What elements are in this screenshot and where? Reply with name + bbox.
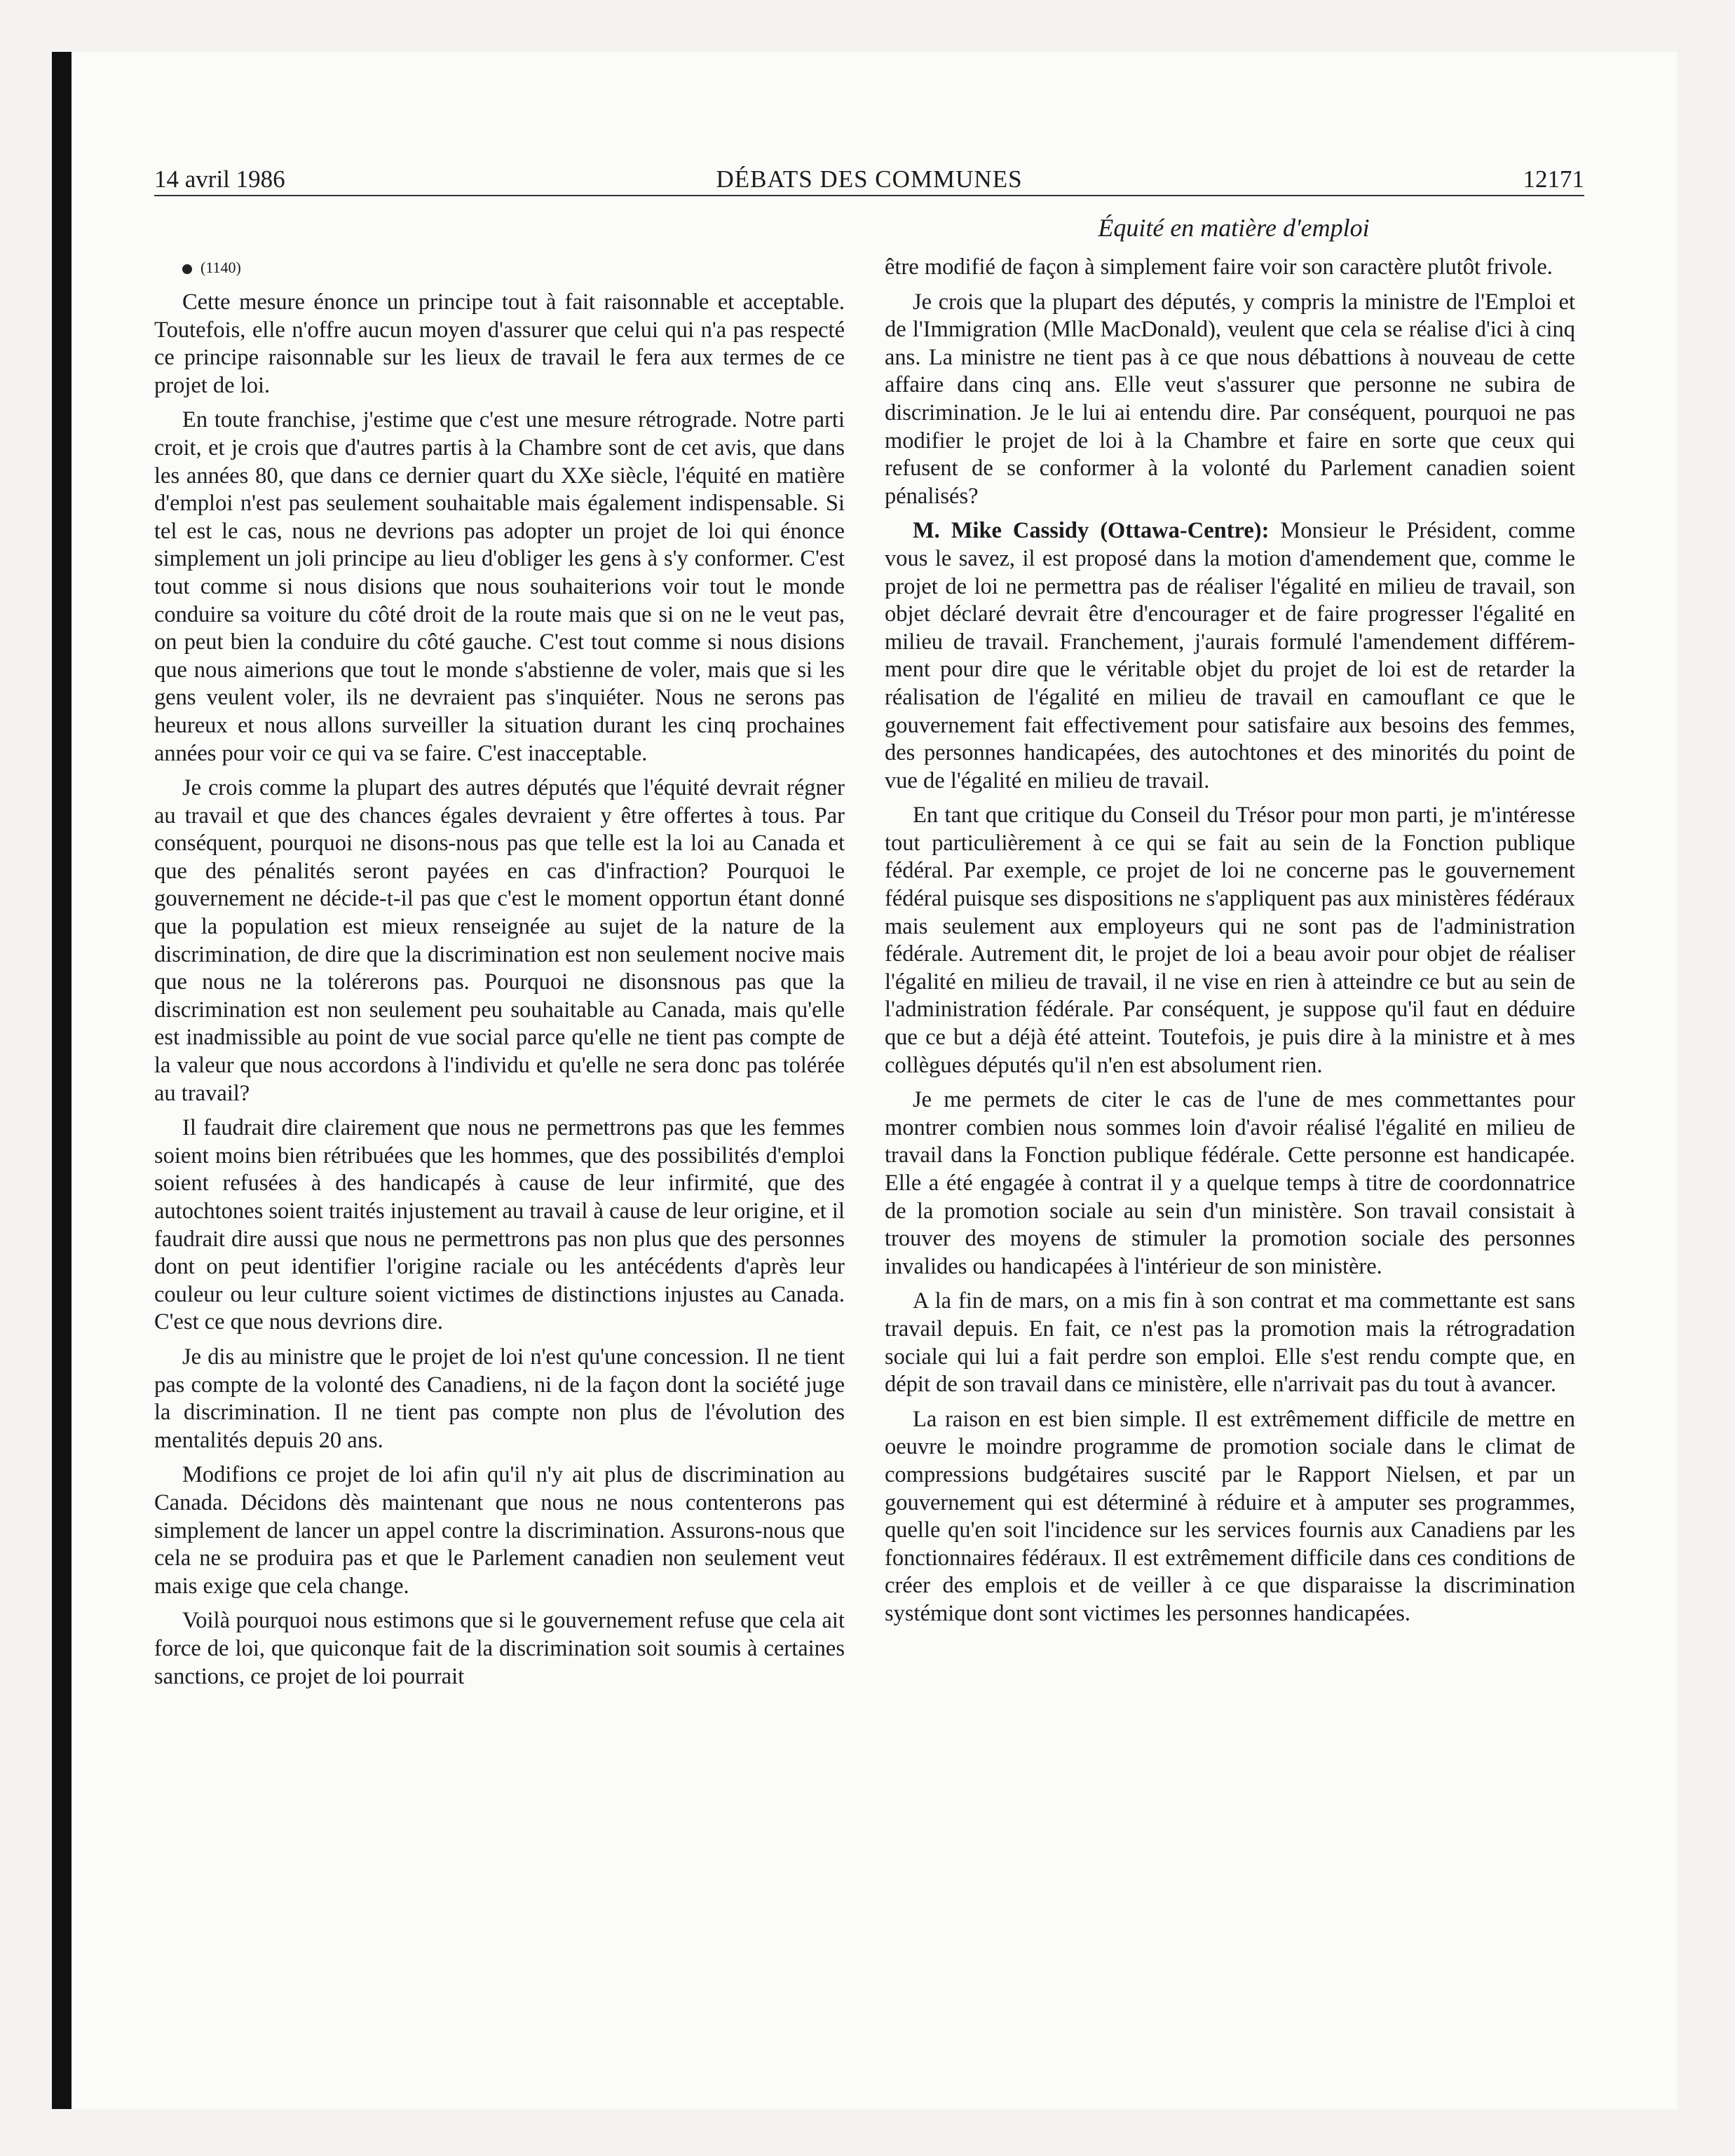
- paragraph: Je dis au ministre que le projet de loi n'est qu'une concession. Il ne tient pas compte de la volonté des Canadiens, ni de la façon dont la société juge la discrimination. Il ne tient pas compte non plus de l'évolution des mentalités depuis 20 ans.: [154, 1344, 845, 1453]
- paragraph: En toute franchise, j'estime que c'est une mesure rétrograde. Notre parti croit, et je crois que d'autres partis à la Chambre sont de cet avis, que dans les années 80, que dans ce dernier quart du XXe siècle, l'équité en matière d'emploi n'est pas seulement souhaitable mais également indispensable. Si tel est le cas, nous ne devrions pas adopter un projet de loi qui énonce simplement un joli principe au lieu d'obliger les gens à s'y conformer. C'est tout comme si nous disions que nous souhaiterions voir tout le monde conduire sa voiture du côté droit de la route mais que si on ne le veut pas, on peut bien la conduire du côté gauche. C'est tout comme si nous disions que nous aimerions que tout le monde s'abstienne de voler, mais que si les gens veulent voler, ils ne devraient pas s'inquiéter. Nous ne serons pas heureux et nous allons surveiller la situation durant les cinq prochaines années pour voir ce qui va se faire. C'est inacceptable.: [154, 407, 845, 766]
- subject-heading: Équité en matière d'emploi: [1098, 214, 1370, 242]
- speech-text: Monsieur le Président, comme vous le savez, il est proposé dans la motion d'amendement que, comme le projet de loi ne permettra pas de réaliser l'égalité en milieu de travail, son objet déclaré devrait être d'encourager et de faire progresser l'égalité en milieu de travail. Franchement, j'aurais formulé l'amendement différemment pour dire que le véritable objet du projet de loi est de retarder la réalisation de l'égalité en milieu de travail en camouflant ce que le gouvernement fait effectivement pour satisfaire aux besoins des femmes, des personnes handicapées, des autochtones et des minorités du point de vue de l'égalité en milieu de travail.: [885, 518, 1575, 793]
- scan-edge-bar: [52, 52, 72, 2109]
- paragraph: Je crois que la plupart des députés, y compris la ministre de l'Emploi et de l'Immigration (Mlle MacDonald), veulent que cela se réalise d'ici à cinq ans. La ministre ne tient pas à ce que nous débattions à nouveau de cette affaire dans cinq ans. Elle veut s'assurer que personne ne subira de discrimination. Je le lui ai entendu dire. Par conséquent, pourquoi ne pas modifier le projet de loi à la Chambre et faire en sorte que ceux qui refusent de se conformer à la volonté du Parlement canadien soient pénalisés?: [885, 289, 1575, 509]
- paragraph: Cette mesure énonce un principe tout à fait raisonnable et acceptable. Toutefois, elle n'offre aucun moyen d'assurer que celui qui n'a pas respecté ce principe raisonnable sur les lieux de travail le fera aux termes de ce projet de loi.: [154, 289, 845, 398]
- paragraph: Modifions ce projet de loi afin qu'il n'y ait plus de discrimination au Canada. Décidons dès maintenant que nous ne nous contenterons pas simplement de lancer un appel contre la discrimination. Assurons-nous que cela ne se produira pas et que le Parlement canadien non seulement veut mais exige que cela change.: [154, 1462, 845, 1599]
- paragraph: Voilà pourquoi nous estimons que si le gouvernement refuse que cela ait force de loi, que quiconque fait de la discrimination soit soumis à certaines sanctions, ce projet de loi pourrait: [154, 1608, 845, 1689]
- paragraph: La raison en est bien simple. Il est extrêmement difficile de mettre en oeuvre le moindre programme de promotion sociale dans le climat de compressions budgétaires suscité par le Rapport Nielsen, et par un gouvernement qui est déterminé à réduire et à amputer ses programmes, quelle qu'en soit l'incidence sur les services fournis aux Canadiens par les fonctionnaires fédéraux. Il est extrêmement difficile dans ces conditions de créer des emplois et de veiller à ce que disparaisse la discrimination systémique dont sont victimes les personnes handicapées.: [885, 1406, 1575, 1626]
- speech-paragraph: [885, 517, 1575, 795]
- paragraph: Je me permets de citer le cas de l'une de mes commettantes pour montrer combien nous sommes loin d'avoir réalisé l'égalité en milieu de travail dans la Fonction publique fédérale. Cette personne est handicapée. Elle a été engagée à contrat il y a quelque temps à titre de coordonnatrice de la promotion sociale au sein d'un ministère. Son travail consistait à trouver des moyens de stimuler la promotion sociale des personnes invalides ou handicapées à l'intérieur de son ministère.: [885, 1087, 1575, 1279]
- paragraph: Je crois comme la plupart des autres députés que l'équité devrait régner au travail et que des chances égales devraient y être offertes à tous. Par conséquent, pourquoi ne disons-nous pas que telle est la loi au Canada et que des pénalités seront payées en cas d'infraction? Pourquoi le gouvernement ne décide-t-il pas que c'est le moment opportun étant donné que la population est mieux renseignée au sujet de la nature de la discrimination, de dire que la discrimination est non seulement nocive mais que nous ne la tolérerons pas. Pourquoi ne disonsnous pas que la discrimination est non seulement peu souhaitable au Canada, mais qu'elle est inadmissible au point de vue social parce qu'elle ne tient pas compte de la valeur que nous accordons à l'individu et qu'elle ne sera donc pas tolérée au travail?: [154, 775, 845, 1106]
- paragraph: Il faudrait dire clairement que nous ne permettrons pas que les femmes soient moins bien rétribuées que les hommes, que des possibilités d'emploi soient refusées à des handicapés à cause de leur infirmité, que des autochtones soient traités injustement au travail à cause de leur origine, et il faudrait dire aussi que nous ne permettrons pas non plus que des personnes dont on peut identifier l'origine raciale ou les antécédents d'après leur couleur ou leur culture soient victimes de distinctions injustes au Canada. C'est ce que nous devrions dire.: [154, 1115, 845, 1335]
- header-publication: DÉBATS DES COMMUNES: [716, 165, 1023, 193]
- left-column: [154, 254, 845, 1698]
- paragraph: A la fin de mars, on a mis fin à son contrat et ma commettante est sans travail depuis. En fait, ce n'est pas la promotion mais la rétrogradation sociale qui lui a fait perdre son emploi. Elle s'est rendu compte que, en dépit de son travail dans ce ministère, elle n'arrivait pas du tout à avancer.: [885, 1288, 1575, 1398]
- header-rule: [154, 195, 1584, 196]
- paragraph: En tant que critique du Conseil du Trésor pour mon parti, je m'intéresse tout particulièrement à ce qui se fait au sein de la Fonction publique fédéral. Par exemple, ce projet de loi ne concerne pas le gouvernement fédéral puisque ses dispositions ne s'appliquent pas aux ministères fédéraux mais seulement aux employeurs qui ne sont pas de l'administration fédérale. Autrement dit, le projet de loi a beau avoir pour objet de réaliser l'égalité en milieu de travail, il ne vise en rien à atteindre ce but au sein de l'administration fédérale. Par conséquent, je suppose qu'il faut en déduire que ce but a déjà été atteint. Toutefois, je puis dire à la ministre et à mes collègues députés qu'il n'en est absolument rien.: [885, 803, 1575, 1078]
- header-date: 14 avril 1986: [154, 165, 285, 193]
- timestamp: (1140): [200, 259, 241, 276]
- page-header: [154, 161, 1584, 198]
- header-page-number: 12171: [1523, 165, 1584, 193]
- bullet-icon: [182, 264, 192, 274]
- timestamp-marker: [154, 254, 845, 282]
- paragraph-continuation: être modifié de façon à simplement faire voir son caractère plutôt frivole.: [885, 254, 1553, 280]
- right-column: [885, 254, 1575, 1635]
- speaker-name: M. Mike Cassidy (Ottawa-Centre):: [913, 518, 1270, 544]
